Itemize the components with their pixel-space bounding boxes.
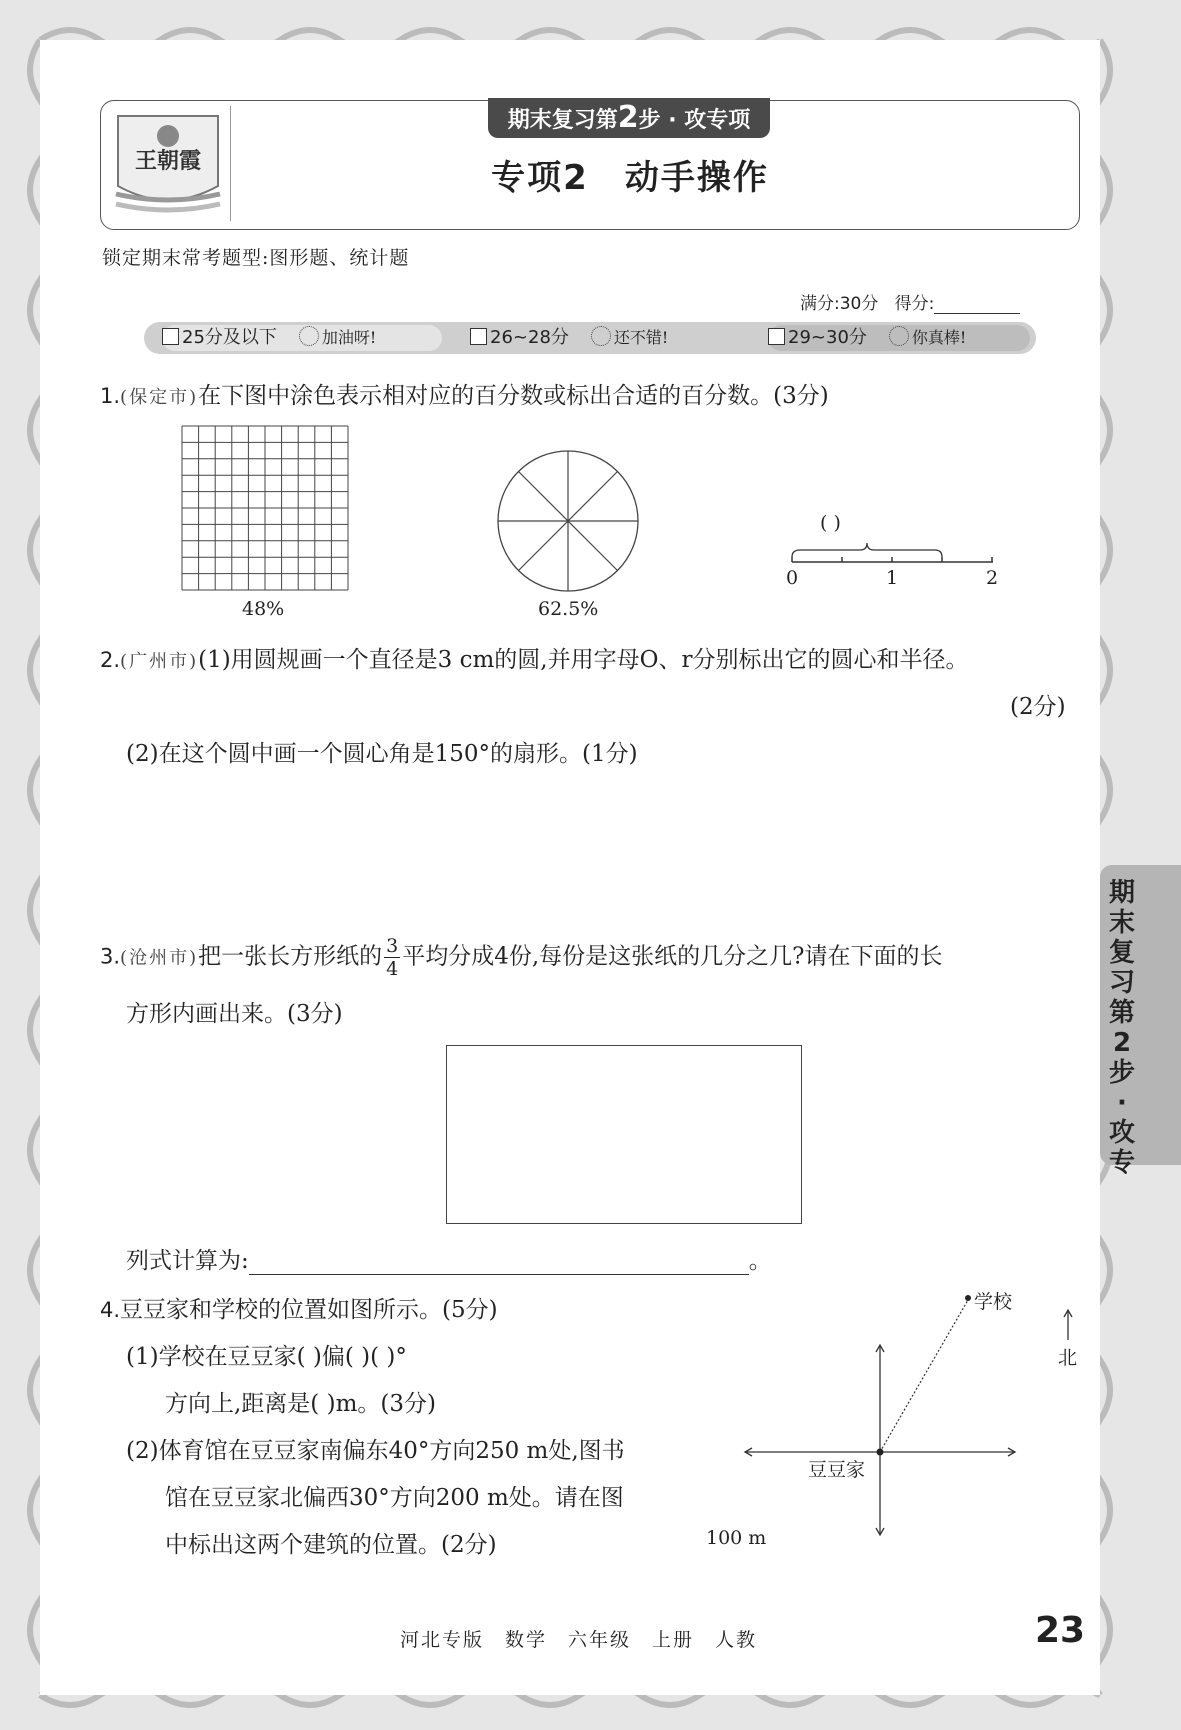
logo-text: 王朝霞 [134,148,202,174]
q3-num: 3. [100,944,121,969]
rating-3-msg: 你真棒! [911,328,967,347]
rating-2-msg: 还不错! [613,328,669,347]
rating-1-msg: 加油呀! [321,328,377,347]
north-label: 北 [1058,1347,1078,1369]
number-line-bracket[interactable]: ( ) [820,512,841,534]
calc-end: 。 [748,1248,772,1274]
q4-text [100,1291,498,1324]
side-char: 习 [1108,968,1135,998]
fraction-den: 4 [386,958,399,980]
q2-text [100,641,968,674]
footer: 河北专版 数学 六年级 上册 人教 [400,1629,758,1651]
rating-1 [162,325,442,351]
scale-label: 100 m [706,1527,767,1549]
rating-2-checkbox[interactable] [470,328,487,345]
header-tab-prefix: 期末复习第 [507,108,618,133]
q3-text [100,935,942,980]
rating-3 [768,325,1030,351]
side-char: 步 [1108,1058,1135,1088]
subtitle: 锁定期末常考题型:图形题、统计题 [102,247,410,269]
q3-text2: 方形内画出来。(3分) [126,1001,343,1027]
side-char: 攻 [1108,1118,1135,1148]
fraction-num: 3 [386,935,399,957]
side-char: 第 [1108,998,1135,1028]
q1-num: 1. [100,384,121,408]
fraction [384,935,400,980]
tick-2: 2 [986,567,999,589]
circle-caption: 62.5% [538,598,599,620]
rating-1-checkbox[interactable] [162,328,179,345]
q1-text [100,377,829,410]
q4-num: 4. [100,1298,121,1322]
side-char: · [1117,1088,1127,1118]
calc-label: 列式计算为: [126,1248,249,1274]
q2-score1: (2分) [1010,694,1066,720]
face-icon [591,326,611,346]
q4-p1b[interactable]: 方向上,距离是( )m。(3分) [165,1391,436,1417]
hundred-grid[interactable] [181,425,351,593]
q4-body: 豆豆家和学校的位置如图所示。(5分) [120,1297,498,1323]
q2-city: (广州市) [120,651,199,672]
header-tab-num: 2 [617,100,639,135]
q2-part1: (1)用圆规画一个直径是3 cm的圆,并用字母O、r分别标出它的圆心和半径。 [198,647,969,673]
rating-2 [470,325,732,351]
score-line [800,289,1020,314]
tick-1: 1 [886,567,899,589]
rating-1-range: 25分及以下 [182,327,277,348]
calc-answer-line[interactable] [249,1252,749,1275]
side-char: 期 [1108,878,1135,908]
school-label: 学校 [974,1291,1013,1313]
face-icon [889,326,909,346]
rating-2-range: 26~28分 [490,327,569,348]
tick-0: 0 [786,567,799,589]
grid-caption: 48% [242,598,285,620]
side-char: 末 [1108,908,1135,938]
rating-3-checkbox[interactable] [768,328,785,345]
home-label: 豆豆家 [808,1459,866,1481]
side-char: 专 [1108,1148,1135,1178]
side-tab-text [1104,878,1140,1178]
face-icon [299,326,319,346]
q4-p2a: (2)体育馆在豆豆家南偏东40°方向250 m处,图书 [126,1438,625,1464]
q2-num: 2. [100,648,121,672]
score-label: 得分: [894,294,935,314]
rating-3-range: 29~30分 [788,327,867,348]
q3-text-a: 把一张长方形纸的 [198,943,383,970]
page-title: 专项2 动手操作 [491,158,769,198]
q3-text-b: 平均分成4份,每份是这张纸的几分之几?请在下面的长 [402,943,943,970]
full-score: 满分:30分 [800,294,879,314]
q2-part2: (2)在这个圆中画一个圆心角是150°的扇形。(1分) [126,741,638,767]
side-char: 2 [1112,1028,1132,1058]
side-char: 复 [1108,938,1135,968]
drawing-rectangle[interactable] [446,1045,802,1224]
score-blank[interactable] [934,295,1020,314]
q1-body: 在下图中涂色表示相对应的百分数或标出合适的百分数。(3分) [198,383,829,409]
q1-city: (保定市) [120,387,199,408]
logo-divider [230,106,231,221]
header-tab-suffix: 步 · 攻专项 [638,108,751,133]
q4-p2b: 馆在豆豆家北偏西30°方向200 m处。请在图 [165,1485,624,1511]
header-tab [488,98,770,138]
q3-calc [126,1242,772,1275]
q4-p1a[interactable]: (1)学校在豆豆家( )偏( )( )° [126,1344,407,1370]
q3-city: (沧州市) [120,947,199,969]
page-number: 23 [1035,1610,1086,1651]
q4-p2c: 中标出这两个建筑的位置。(2分) [165,1532,497,1558]
logo-icon [108,106,228,221]
pie-circle[interactable] [495,448,641,594]
map-diagram[interactable] [740,1280,1080,1550]
